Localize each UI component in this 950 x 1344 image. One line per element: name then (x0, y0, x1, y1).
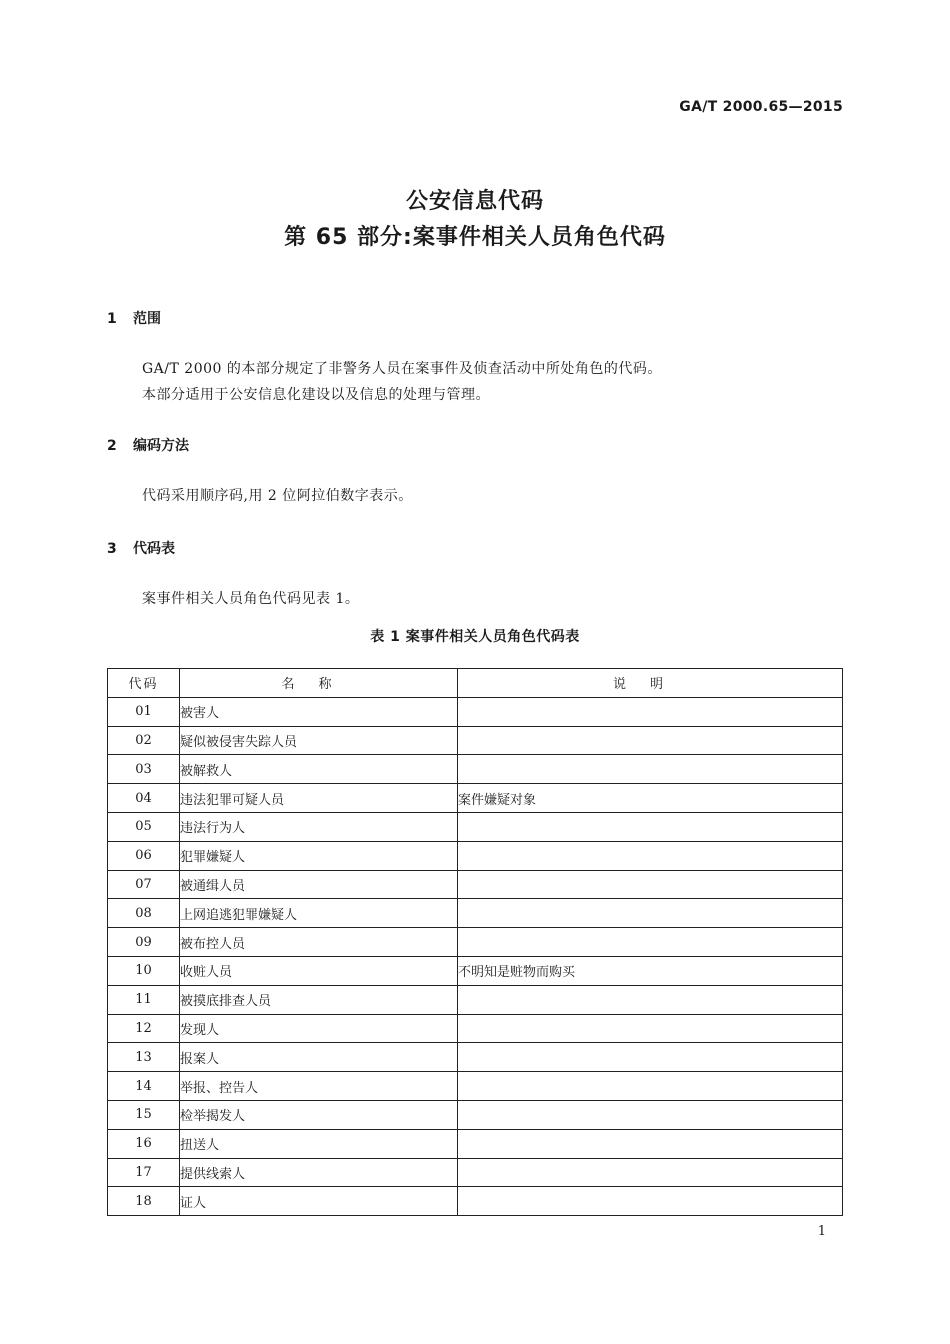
cell-code: 18 (108, 1187, 180, 1216)
table-row (108, 1100, 843, 1129)
document-title-line1: 公安信息代码 (405, 189, 544, 214)
table-row (108, 1043, 843, 1072)
paragraph: 本部分适用于公安信息化建设以及信息的处理与管理。 (142, 387, 490, 403)
table-row (108, 1014, 843, 1043)
cell-code: 12 (108, 1014, 180, 1043)
table-row (108, 1072, 843, 1101)
cell-desc (458, 1014, 843, 1043)
section-number: 1 (107, 311, 117, 327)
cell-code: 07 (108, 870, 180, 899)
header-desc-label: 说明 (612, 677, 687, 693)
cell-name: 报案人 (180, 1043, 458, 1072)
cell-name: 被通缉人员 (180, 870, 458, 899)
cell-desc (458, 899, 843, 928)
cell-code: 01 (108, 697, 180, 726)
cell-name: 举报、控告人 (180, 1072, 458, 1101)
cell-name: 违法犯罪可疑人员 (180, 784, 458, 813)
cell-code: 04 (108, 784, 180, 813)
cell-name: 提供线索人 (180, 1158, 458, 1187)
cell-name: 被布控人员 (180, 928, 458, 957)
section-title: 范围 (133, 311, 161, 327)
cell-code: 06 (108, 841, 180, 870)
table-header-row (108, 669, 843, 698)
table-row (108, 956, 843, 985)
cell-name: 检举揭发人 (180, 1100, 458, 1129)
table-row (108, 1158, 843, 1187)
cell-desc: 案件嫌疑对象 (458, 784, 843, 813)
cell-desc (458, 1043, 843, 1072)
table-row (108, 985, 843, 1014)
cell-code: 10 (108, 956, 180, 985)
cell-name: 证人 (180, 1187, 458, 1216)
cell-desc (458, 755, 843, 784)
role-code-table (107, 668, 843, 1216)
cell-name: 被摸底排查人员 (180, 985, 458, 1014)
section-number: 3 (107, 541, 117, 557)
table-row (108, 812, 843, 841)
cell-name: 犯罪嫌疑人 (180, 841, 458, 870)
paragraph: 案事件相关人员角色代码见表 1。 (142, 591, 360, 607)
cell-code: 05 (108, 812, 180, 841)
cell-name: 疑似被侵害失踪人员 (180, 726, 458, 755)
cell-code: 09 (108, 928, 180, 957)
cell-desc (458, 1129, 843, 1158)
cell-name: 发现人 (180, 1014, 458, 1043)
cell-code: 14 (108, 1072, 180, 1101)
table-row (108, 928, 843, 957)
cell-desc (458, 812, 843, 841)
header-name (180, 669, 458, 698)
cell-code: 11 (108, 985, 180, 1014)
cell-desc (458, 1072, 843, 1101)
standard-number: GA/T 2000.65—2015 (679, 99, 843, 115)
section-heading-encoding (107, 435, 189, 455)
cell-code: 17 (108, 1158, 180, 1187)
section-heading-code-table (107, 538, 175, 558)
table-row (108, 841, 843, 870)
table-row (108, 1129, 843, 1158)
cell-desc (458, 928, 843, 957)
cell-desc (458, 1187, 843, 1216)
header-desc (458, 669, 843, 698)
cell-name: 被害人 (180, 697, 458, 726)
cell-code: 03 (108, 755, 180, 784)
cell-name: 违法行为人 (180, 812, 458, 841)
cell-desc (458, 870, 843, 899)
header-code: 代码 (108, 669, 180, 698)
table-row (108, 726, 843, 755)
cell-name: 收赃人员 (180, 956, 458, 985)
cell-code: 15 (108, 1100, 180, 1129)
table-row (108, 1187, 843, 1216)
cell-desc (458, 726, 843, 755)
table-caption: 表 1 案事件相关人员角色代码表 (370, 629, 580, 645)
cell-desc (458, 697, 843, 726)
section-title: 代码表 (133, 541, 175, 557)
cell-desc (458, 1100, 843, 1129)
section-number: 2 (107, 438, 117, 454)
table-row (108, 784, 843, 813)
page-number: 1 (817, 1224, 826, 1239)
table-row (108, 870, 843, 899)
table-row (108, 697, 843, 726)
cell-name: 被解救人 (180, 755, 458, 784)
table-row (108, 899, 843, 928)
cell-desc (458, 841, 843, 870)
document-title-line2: 第 65 部分:案事件相关人员角色代码 (284, 225, 666, 250)
paragraph: 代码采用顺序码,用 2 位阿拉伯数字表示。 (142, 488, 413, 504)
cell-code: 13 (108, 1043, 180, 1072)
cell-desc: 不明知是赃物而购买 (458, 956, 843, 985)
cell-desc (458, 1158, 843, 1187)
cell-desc (458, 985, 843, 1014)
paragraph: GA/T 2000 的本部分规定了非警务人员在案事件及侦查活动中所处角色的代码。 (142, 361, 662, 377)
section-heading-scope (107, 308, 161, 328)
cell-code: 08 (108, 899, 180, 928)
cell-code: 16 (108, 1129, 180, 1158)
header-name-label: 名称 (281, 677, 356, 693)
table-row (108, 755, 843, 784)
cell-name: 扭送人 (180, 1129, 458, 1158)
section-title: 编码方法 (133, 438, 189, 454)
cell-code: 02 (108, 726, 180, 755)
cell-name: 上网追逃犯罪嫌疑人 (180, 899, 458, 928)
